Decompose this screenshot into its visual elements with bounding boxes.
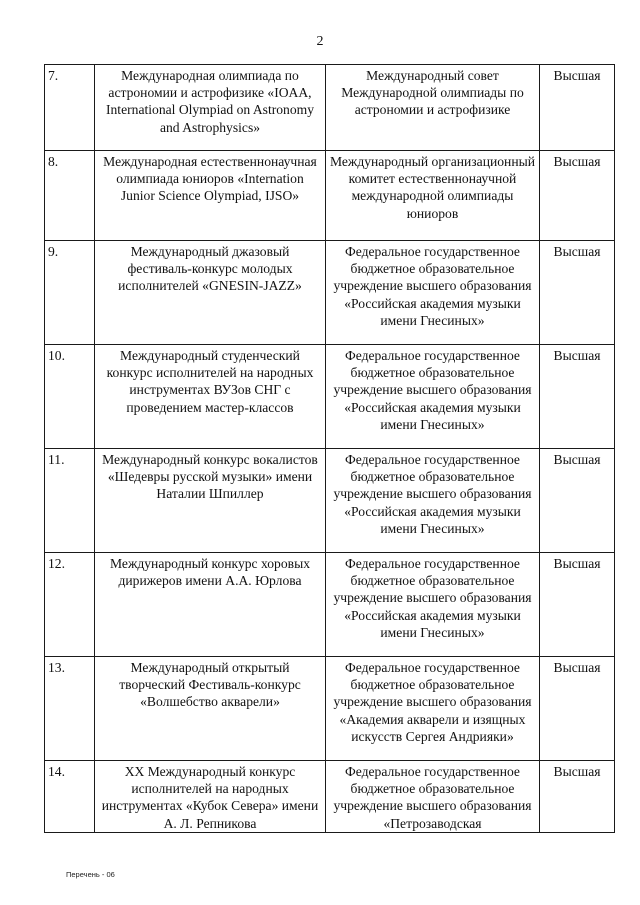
level: Высшая [540,151,615,241]
competition-name: Международный джазовый фестиваль-конкурс молодых исполнителей «GNESIN-JAZZ» [95,241,326,345]
level: Высшая [540,241,615,345]
competition-name: XX Международный конкурс исполнителей на народных инструментах «Кубок Севера» имени А. Л. Репникова [95,761,326,833]
level: Высшая [540,761,615,833]
table-row [45,151,615,241]
competition-name: Международный студенческий конкурс исполнителей на народных инструментах ВУЗов СНГ с проведением мастер-классов [95,345,326,449]
table-row [45,657,615,761]
table-row [45,553,615,657]
page-number: 2 [316,34,324,49]
table-row [45,65,615,151]
competition-name: Международный конкурс хоровых дирижеров имени А.А. Юрлова [95,553,326,657]
competitions-table [44,64,615,833]
row-number: 12. [45,553,95,657]
footer-doc-id: Перечень - 06 [66,870,115,879]
organizer: Федеральное государственное бюджетное образовательное учреждение высшего образования «Российская академия музыки имени Гнесиных» [326,553,540,657]
competition-name: Международная олимпиада по астрономии и астрофизике «IOAA, International Olympiad on Astronomy and Astrophysics» [95,65,326,151]
row-number: 14. [45,761,95,833]
organizer: Федеральное государственное бюджетное образовательное учреждение высшего образования «Академия акварели и изящных искусств Сергея Андрияки» [326,657,540,761]
table-row [45,241,615,345]
table-row [45,345,615,449]
level: Высшая [540,449,615,553]
organizer: Федеральное государственное бюджетное образовательное учреждение высшего образования «Российская академия музыки имени Гнесиных» [326,345,540,449]
table-row [45,761,615,833]
row-number: 8. [45,151,95,241]
level: Высшая [540,657,615,761]
level: Высшая [540,553,615,657]
organizer: Федеральное государственное бюджетное образовательное учреждение высшего образования «Петрозаводская [326,761,540,833]
competition-name: Международная естественнонаучная олимпиада юниоров «Internation Junior Science Olympiad, IJSO» [95,151,326,241]
row-number: 7. [45,65,95,151]
row-number: 10. [45,345,95,449]
organizer: Федеральное государственное бюджетное образовательное учреждение высшего образования «Российская академия музыки имени Гнесиных» [326,449,540,553]
competition-name: Международный открытый творческий Фестиваль-конкурс «Волшебство акварели» [95,657,326,761]
organizer: Федеральное государственное бюджетное образовательное учреждение высшего образования «Российская академия музыки имени Гнесиных» [326,241,540,345]
row-number: 11. [45,449,95,553]
competition-name: Международный конкурс вокалистов «Шедевры русской музыки» имени Наталии Шпиллер [95,449,326,553]
level: Высшая [540,345,615,449]
row-number: 13. [45,657,95,761]
organizer: Международный организационный комитет естественнонаучной международной олимпиады юниоров [326,151,540,241]
row-number: 9. [45,241,95,345]
table-row [45,449,615,553]
organizer: Международный совет Международной олимпиады по астрономии и астрофизике [326,65,540,151]
level: Высшая [540,65,615,151]
